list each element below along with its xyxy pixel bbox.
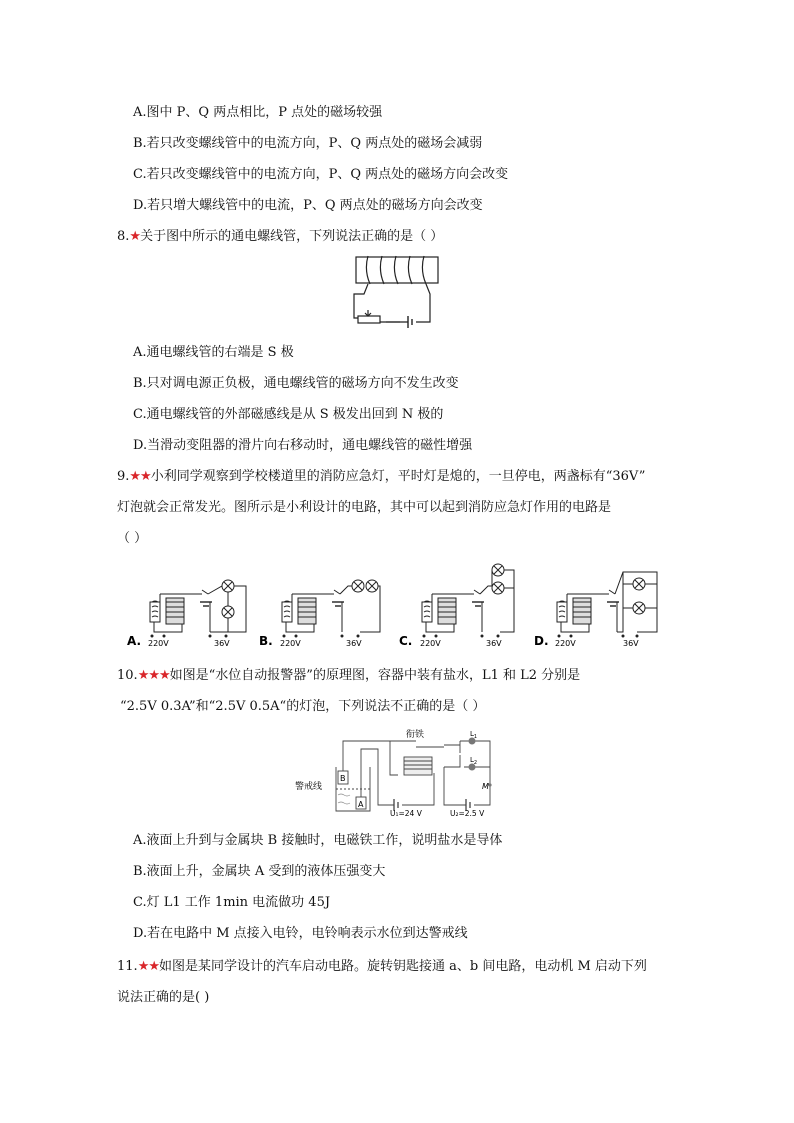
q8-option-c: C.通电螺线管的外部磁感线是从 S 极发出回到 N 极的 [133,407,444,422]
q7-option-d: D.若只增大螺线管中的电流，P、Q 两点处的磁场方向会改变 [133,198,483,213]
q10-stem-line2: “2.5V 0.3A”和“2.5V 0.5A“的灯泡，下列说法不正确的是（ ） [120,699,486,714]
q10-option-a: A.液面上升到与金属块 B 接触时，电磁铁工作，说明盐水是导体 [133,833,503,848]
q10-u2-label: U₂=2.5 V [450,809,485,817]
q9-circuit-b-voltage-220: 220V [280,639,301,648]
q9-circuit-c [396,560,524,648]
q10-difficulty-stars: ★★★ [137,668,170,683]
q7-option-c: C.若只改变螺线管中的电流方向，P、Q 两点处的磁场方向会改变 [133,167,509,182]
q9-circuit-d-voltage-220: 220V [555,639,576,648]
q9-stem-line2: 灯泡就会正常发光。图所示是小利设计的电路，其中可以起到消防应急灯作用的电路是 [117,500,612,515]
q9-circuit-a-voltage-36: 36V [214,639,230,648]
q10-number: 10. [117,668,138,683]
q8-option-a: A.通电螺线管的右端是 S 极 [133,345,294,360]
q9-stem-line1 [117,469,645,485]
q11-stem-text: 如图是某同学设计的汽车启动电路。旋转钥匙接通 a、b 间电路，电动机 M 启动下列 [159,959,647,974]
q9-circuit-c-label: C. [399,634,413,648]
q10-stem-text: 如图是“水位自动报警器”的原理图，容器中装有盐水，L1 和 L2 分别是 [169,668,581,683]
q10-block-b-label: B [340,774,346,783]
q11-difficulty-stars: ★★ [137,959,159,974]
q9-circuit-c-voltage-220: 220V [420,639,441,648]
q10-warning-line-label: 警戒线 [295,782,323,792]
q9-circuit-b [256,572,384,648]
q8-option-b: B.只对调电源正负极，通电螺线管的磁场方向不发生改变 [133,376,459,391]
q10-option-c: C.灯 L1 工作 1min 电流做功 45J [133,895,331,910]
q7-option-b: B.若只改变螺线管中的电流方向，P、Q 两点处的磁场会减弱 [133,136,483,151]
q11-stem-line1 [117,959,647,975]
q9-circuit-d-voltage-36: 36V [623,639,639,648]
q9-circuit-d [531,562,665,648]
q10-lamp1-label: $L_1$ [470,730,478,740]
q9-number: 9. [117,469,130,484]
q9-circuit-d-label: D. [534,634,549,648]
q8-number: 8. [117,229,130,244]
q11-number: 11. [117,959,138,974]
q9-circuit-a-voltage-220: 220V [148,639,169,648]
q8-solenoid-figure [346,254,450,332]
q10-u1-label: U₁=24 V [390,809,422,817]
q10-water-level-alarm-figure [294,727,498,817]
q9-circuit-c-voltage-36: 36V [486,639,502,648]
q9-circuit-b-label: B. [259,634,273,648]
q11-stem-line2: 说法正确的是( ) [117,990,210,1005]
q9-circuit-a [124,572,252,648]
q10-stem-line1 [117,668,580,684]
q8-stem [117,229,443,245]
q8-difficulty-stars: ★ [129,229,141,244]
q9-difficulty-stars: ★★ [129,469,151,484]
q9-circuit-a-label: A. [127,634,142,648]
q9-circuit-b-voltage-36: 36V [346,639,362,648]
q8-stem-text: 关于图中所示的通电螺线管，下列说法正确的是（ ） [140,229,444,244]
q10-point-m-label: M [482,782,489,791]
q10-lamp2-label: $L_2$ [470,756,478,766]
q10-option-d: D.若在电路中 M 点接入电铃，电铃响表示水位到达警戒线 [133,926,468,941]
q8-option-d: D.当滑动变阻器的滑片向右移动时，通电螺线管的磁性增强 [133,438,473,453]
q9-stem-text: 小利同学观察到学校楼道里的消防应急灯，平时灯是熄的，一旦停电，两盏标有“36V” [150,469,646,484]
q10-block-a-label: A [358,800,364,809]
q10-armature-label: 衔铁 [406,730,425,740]
q10-option-b: B.液面上升，金属块 A 受到的液体压强变大 [133,864,386,879]
q9-stem-line3: （ ） [117,531,148,546]
q7-option-a: A.图中 P、Q 两点相比，P 点处的磁场较强 [133,105,383,120]
